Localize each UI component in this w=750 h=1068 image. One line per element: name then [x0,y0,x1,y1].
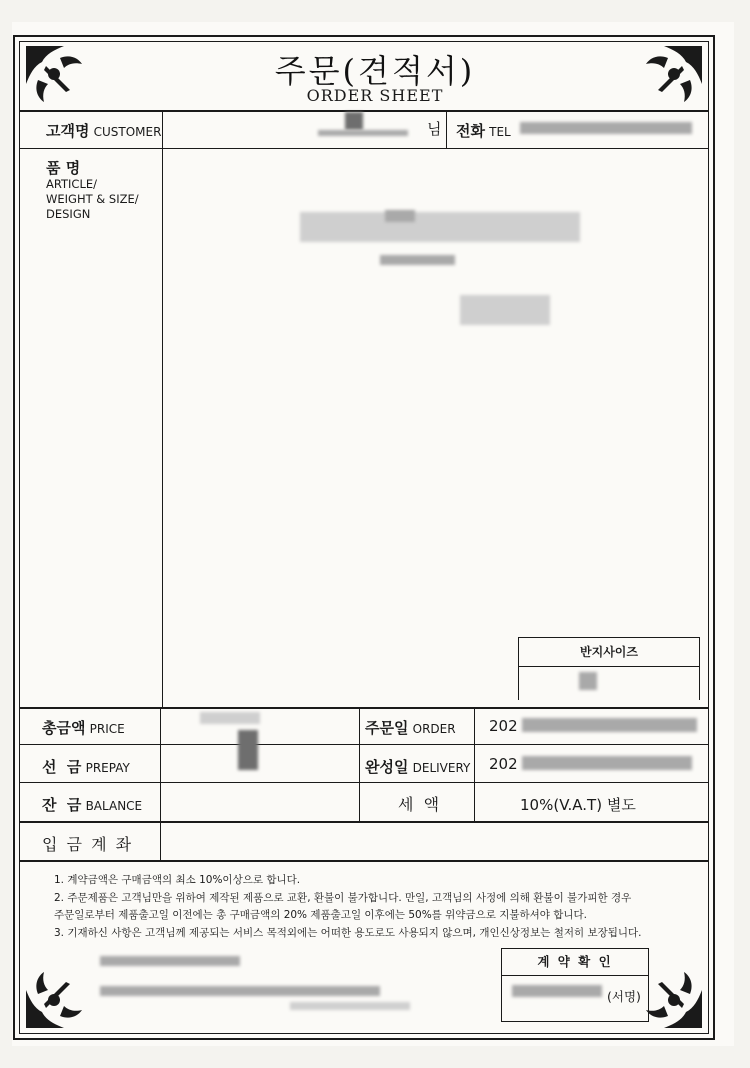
article-label-en-1: ARTICLE/ [46,177,98,191]
page-subtitle: ORDER SHEET [306,86,444,105]
note-2-cont: 주문일로부터 제품출고일 이전에는 총 구매금액의 20% 제품출고일 이후에는 50%를 위약금으로 지불하셔야 합니다. [54,909,588,921]
contract-confirm-label: 계 약 확 인 [502,949,648,976]
article-label-en-2: WEIGHT & SIZE/ [46,192,139,206]
tel-value-redacted [520,122,692,134]
order-date-value: 202 [489,717,518,735]
store-info-redacted [290,1002,410,1010]
col-divider-main [162,110,163,708]
price-label: 총금액 PRICE [42,719,125,737]
order-date-redacted [522,718,697,732]
note-1: 1. 계약금액은 구매금액의 최소 10%이상으로 합니다. [54,874,301,886]
rule-top [20,110,708,112]
price-value-redacted [200,712,260,724]
rule-account [20,821,708,823]
order-date-label: 주문일 ORDER [365,719,456,737]
note-2: 2. 주문제품은 고객님만을 위하여 제작된 제품으로 교환, 환불이 불가합니다. 만일, 고객님의 사정에 의해 환불이 불가피한 경우 [54,891,632,904]
rule-price [20,707,708,709]
delivery-date-label: 완성일 DELIVERY [365,758,471,776]
customer-name-redacted [318,130,408,136]
corner-ornament-icon [24,966,88,1030]
article-content-redacted [460,295,550,325]
col-divider-lower [160,707,161,860]
col-divider-date-label [359,707,360,821]
sign-suffix: (서명) [607,989,641,1004]
signature-redacted [512,985,602,997]
prepay-label: 선 금 PREPAY [42,758,130,776]
customer-suffix: 님 [427,120,442,138]
rule-balance [20,782,708,783]
delivery-date-redacted [522,756,692,770]
tax-label: 세 액 [398,795,440,814]
article-label-en-3: DESIGN [46,207,91,221]
rule-customer [20,148,708,149]
balance-label: 잔 금 BALANCE [42,796,143,814]
article-content-redacted [300,212,580,242]
rule-prepay [20,744,708,745]
customer-label: 고객명 CUSTOMER [46,122,162,140]
tax-value: 10%(V.A.T) 별도 [520,796,636,814]
corner-ornament-icon [640,966,704,1030]
tel-label: 전화 TEL [456,122,511,140]
note-3: 3. 기재하신 사항은 고객님께 제공되는 서비스 목적외에는 어떠한 용도로도 사용되지 않으며, 개인신상정보는 철저히 보장됩니다. [54,926,642,939]
col-divider-tel [446,110,447,148]
store-info-redacted [100,986,380,996]
account-label: 입 금 계 좌 [42,835,134,854]
page-title: 주문(견적서) [274,52,476,90]
ring-size-redacted [579,672,597,690]
customer-name-redacted [345,112,363,130]
col-divider-date-value [474,707,475,821]
terms-notes [54,872,642,942]
article-content-redacted [380,255,455,265]
article-content-redacted [385,210,415,222]
prepay-value-redacted [238,730,258,770]
delivery-date-value: 202 [489,755,518,773]
contract-confirm-box [501,948,649,1022]
ring-size-label: 반지사이즈 [519,638,699,667]
store-info-redacted [100,956,240,966]
article-label-ko: 품 명 [46,159,81,177]
ring-size-box [518,637,700,700]
rule-notes [20,860,708,862]
